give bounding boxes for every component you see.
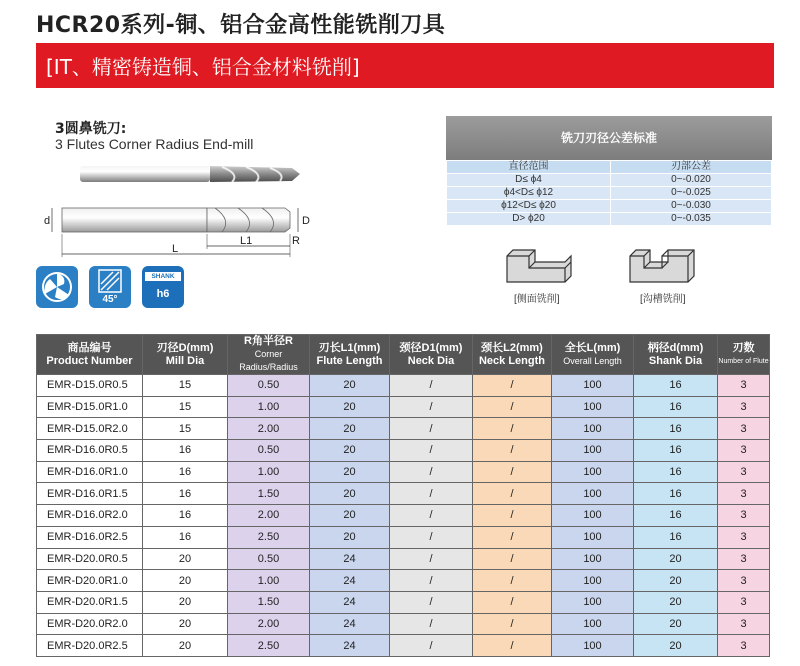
cell-neck-dia: / [390, 461, 473, 483]
tolerance-row [447, 200, 772, 213]
cell-flute-length: 20 [310, 375, 390, 397]
cell-shank-dia: 16 [634, 375, 718, 397]
cell-flute-length: 20 [310, 440, 390, 462]
cell-overall-length: 100 [552, 591, 634, 613]
cell-product-number: EMR-D16.0R2.0 [37, 505, 143, 527]
cell-flute-number: 3 [718, 570, 770, 592]
cell-neck-dia: / [390, 505, 473, 527]
cell-flute-number: 3 [718, 591, 770, 613]
tolerance-header-row [447, 161, 772, 174]
header-shank-dia: 柄径d(mm) Shank Dia [634, 335, 718, 375]
cell-shank-dia: 16 [634, 483, 718, 505]
tolerance-panel [446, 116, 772, 226]
cell-mill-dia: 15 [143, 375, 228, 397]
cell-neck-length: / [473, 483, 552, 505]
table-row [37, 440, 770, 462]
cell-neck-length: / [473, 418, 552, 440]
cell-overall-length: 100 [552, 375, 634, 397]
cell-corner-radius: 0.50 [228, 440, 310, 462]
tolerance-cell: 0~-0.025 [611, 187, 772, 200]
cell-product-number: EMR-D20.0R2.0 [37, 613, 143, 635]
cell-flute-number: 3 [718, 418, 770, 440]
cell-neck-length: / [473, 440, 552, 462]
cell-neck-length: / [473, 548, 552, 570]
flute-icon [36, 266, 78, 308]
cell-neck-dia: / [390, 570, 473, 592]
cell-flute-number: 3 [718, 375, 770, 397]
table-row [37, 375, 770, 397]
tolerance-title: 铣刀刃径公差标准 [446, 116, 772, 160]
cell-mill-dia: 20 [143, 570, 228, 592]
tolerance-cell: 0~-0.020 [611, 174, 772, 187]
page-title: HCR20系列-铜、铝合金高性能铣削刀具 [36, 13, 446, 38]
table-row [37, 505, 770, 527]
dim-d-label: d [44, 215, 51, 227]
side-milling-icon [505, 240, 575, 284]
cell-overall-length: 100 [552, 461, 634, 483]
cell-corner-radius: 1.00 [228, 570, 310, 592]
cell-mill-dia: 16 [143, 505, 228, 527]
cell-neck-length: / [473, 505, 552, 527]
table-row [37, 613, 770, 635]
table-row [37, 526, 770, 548]
tolerance-row [447, 174, 772, 187]
table-row [37, 591, 770, 613]
cell-flute-length: 20 [310, 483, 390, 505]
cell-neck-length: / [473, 526, 552, 548]
cell-product-number: EMR-D15.0R0.5 [37, 375, 143, 397]
cell-shank-dia: 16 [634, 440, 718, 462]
cell-mill-dia: 16 [143, 483, 228, 505]
cell-neck-length: / [473, 570, 552, 592]
cell-neck-dia: / [390, 375, 473, 397]
cell-flute-number: 3 [718, 505, 770, 527]
header-flute-number: 刃数 Number of Flute [718, 335, 770, 375]
cell-flute-length: 24 [310, 570, 390, 592]
cell-flute-number: 3 [718, 526, 770, 548]
table-row [37, 570, 770, 592]
dim-L-label: L [172, 243, 179, 255]
cell-shank-dia: 20 [634, 548, 718, 570]
tolerance-header-cell: 直径范围 [447, 161, 611, 174]
cell-flute-number: 3 [718, 635, 770, 657]
cell-product-number: EMR-D16.0R2.5 [37, 526, 143, 548]
banner-text: [IT、精密铸造铜、铝合金材料铣削] [46, 55, 360, 79]
cell-corner-radius: 2.00 [228, 505, 310, 527]
table-row [37, 483, 770, 505]
cell-mill-dia: 20 [143, 548, 228, 570]
cell-shank-dia: 16 [634, 396, 718, 418]
cell-shank-dia: 16 [634, 526, 718, 548]
cell-mill-dia: 15 [143, 396, 228, 418]
cell-product-number: EMR-D20.0R1.0 [37, 570, 143, 592]
cell-product-number: EMR-D15.0R1.0 [37, 396, 143, 418]
cell-product-number: EMR-D20.0R0.5 [37, 548, 143, 570]
cell-neck-dia: / [390, 548, 473, 570]
table-row [37, 418, 770, 440]
end-mill-diagram [40, 162, 325, 262]
cell-flute-length: 20 [310, 396, 390, 418]
cell-flute-length: 24 [310, 548, 390, 570]
cell-shank-dia: 20 [634, 635, 718, 657]
product-name-cn: 3圆鼻铣刀: [55, 121, 127, 137]
tolerance-cell: ϕ12<D≤ ϕ20 [447, 200, 611, 213]
side-milling-caption: [侧面铣削] [514, 294, 560, 305]
cell-flute-length: 20 [310, 505, 390, 527]
cell-corner-radius: 1.50 [228, 591, 310, 613]
cell-shank-dia: 16 [634, 505, 718, 527]
cell-flute-length: 20 [310, 526, 390, 548]
cell-overall-length: 100 [552, 396, 634, 418]
cell-shank-dia: 16 [634, 418, 718, 440]
cell-corner-radius: 2.00 [228, 418, 310, 440]
cell-corner-radius: 2.50 [228, 526, 310, 548]
cell-overall-length: 100 [552, 635, 634, 657]
cell-flute-length: 20 [310, 418, 390, 440]
table-row [37, 396, 770, 418]
cell-corner-radius: 1.00 [228, 396, 310, 418]
banner-spacer [774, 43, 800, 88]
slot-milling-caption: [沟槽铣削] [640, 294, 686, 305]
cell-flute-length: 24 [310, 591, 390, 613]
tolerance-cell: D≤ ϕ4 [447, 174, 611, 187]
tolerance-header-cell: 刃部公差 [611, 161, 772, 174]
cell-overall-length: 100 [552, 570, 634, 592]
cell-flute-number: 3 [718, 548, 770, 570]
cell-neck-length: / [473, 461, 552, 483]
table-row [37, 635, 770, 657]
cell-flute-length: 24 [310, 613, 390, 635]
tolerance-cell: D> ϕ20 [447, 213, 611, 226]
shank-value: h6 [156, 288, 170, 300]
cell-shank-dia: 20 [634, 591, 718, 613]
header-overall-length: 全长L(mm) Overall Length [552, 335, 634, 375]
cell-neck-dia: / [390, 483, 473, 505]
cell-shank-dia: 20 [634, 613, 718, 635]
cell-corner-radius: 2.00 [228, 613, 310, 635]
cell-neck-length: / [473, 591, 552, 613]
cell-flute-length: 24 [310, 635, 390, 657]
cell-flute-number: 3 [718, 613, 770, 635]
header-neck-dia: 颈径D1(mm) Neck Dia [390, 335, 473, 375]
cell-product-number: EMR-D15.0R2.0 [37, 418, 143, 440]
cell-overall-length: 100 [552, 505, 634, 527]
cell-mill-dia: 20 [143, 591, 228, 613]
cell-product-number: EMR-D20.0R2.5 [37, 635, 143, 657]
cell-product-number: EMR-D16.0R0.5 [37, 440, 143, 462]
cell-shank-dia: 20 [634, 570, 718, 592]
cell-neck-dia: / [390, 440, 473, 462]
cell-product-number: EMR-D20.0R1.5 [37, 591, 143, 613]
shank-h6-icon [142, 266, 184, 308]
cell-neck-length: / [473, 635, 552, 657]
cell-neck-dia: / [390, 635, 473, 657]
dim-R-label: R [292, 235, 300, 247]
cell-mill-dia: 20 [143, 613, 228, 635]
cell-product-number: EMR-D16.0R1.5 [37, 483, 143, 505]
cell-neck-dia: / [390, 526, 473, 548]
cell-flute-number: 3 [718, 440, 770, 462]
product-name-en: 3 Flutes Corner Radius End-mill [55, 136, 254, 152]
cell-shank-dia: 16 [634, 461, 718, 483]
cell-mill-dia: 15 [143, 418, 228, 440]
cell-neck-dia: / [390, 396, 473, 418]
header-neck-length: 颈长L2(mm) Neck Length [473, 335, 552, 375]
cell-flute-length: 20 [310, 461, 390, 483]
cell-overall-length: 100 [552, 526, 634, 548]
spec-header-row [37, 335, 770, 375]
table-row [37, 548, 770, 570]
cell-corner-radius: 1.00 [228, 461, 310, 483]
cell-overall-length: 100 [552, 418, 634, 440]
cell-overall-length: 100 [552, 440, 634, 462]
cell-neck-dia: / [390, 613, 473, 635]
helix-angle-icon [89, 266, 131, 308]
spec-table [36, 334, 770, 657]
tolerance-cell: 0~-0.030 [611, 200, 772, 213]
header-corner-radius: R角半径R Corner Radius/Radius [228, 335, 310, 375]
cell-neck-length: / [473, 375, 552, 397]
cell-neck-dia: / [390, 418, 473, 440]
header-product-number: 商品编号 Product Number [37, 335, 143, 375]
cell-corner-radius: 2.50 [228, 635, 310, 657]
cell-corner-radius: 0.50 [228, 548, 310, 570]
cell-flute-number: 3 [718, 483, 770, 505]
cell-mill-dia: 20 [143, 635, 228, 657]
cell-flute-number: 3 [718, 461, 770, 483]
helix-angle-value: 45° [102, 294, 118, 305]
header-mill-dia: 刃径D(mm) Mill Dia [143, 335, 228, 375]
dim-L1-label: L1 [240, 235, 253, 247]
dim-D-label: D [302, 215, 310, 227]
category-banner [36, 43, 774, 88]
table-row [37, 461, 770, 483]
header-flute-length: 刃长L1(mm) Flute Length [310, 335, 390, 375]
cell-corner-radius: 0.50 [228, 375, 310, 397]
tolerance-cell: ϕ4<D≤ ϕ12 [447, 187, 611, 200]
cell-overall-length: 100 [552, 483, 634, 505]
cell-neck-dia: / [390, 591, 473, 613]
cell-mill-dia: 16 [143, 461, 228, 483]
tolerance-row [447, 187, 772, 200]
cell-overall-length: 100 [552, 613, 634, 635]
cell-neck-length: / [473, 613, 552, 635]
cell-flute-number: 3 [718, 396, 770, 418]
cell-overall-length: 100 [552, 548, 634, 570]
tolerance-cell: 0~-0.035 [611, 213, 772, 226]
slot-milling-icon [628, 240, 698, 284]
shank-label: SHANK [145, 272, 181, 281]
tolerance-row [447, 213, 772, 226]
cell-neck-length: / [473, 396, 552, 418]
cell-product-number: EMR-D16.0R1.0 [37, 461, 143, 483]
cell-corner-radius: 1.50 [228, 483, 310, 505]
tolerance-table [446, 160, 772, 226]
cell-mill-dia: 16 [143, 440, 228, 462]
cell-mill-dia: 16 [143, 526, 228, 548]
